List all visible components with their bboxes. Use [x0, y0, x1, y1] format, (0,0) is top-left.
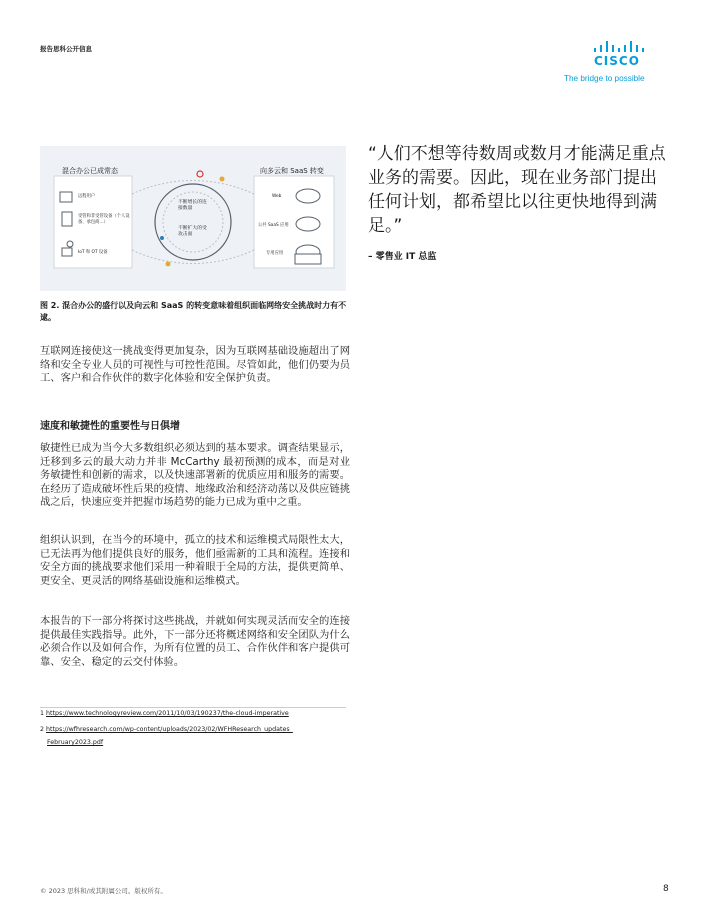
quote-attribution: – 零售业 IT 总监: [368, 252, 437, 262]
cisco-tagline: The bridge to possible: [564, 74, 645, 83]
body-paragraph-3: 组织认识到，在当今的环境中，孤立的技术和运维模式局限性太大，已无法再为他们提供良好的服务，他们亟需新的工具和流程。连接和安全方面的挑战要求他们采用一种着眼于全局的方法，提供更简单、更安全、更灵活的网络基础设施和运维模式。: [40, 534, 350, 587]
pull-quote: “人们不想等待数周或数月才能满足重点业务的需要。因此，现在业务部门提出任何计划，都希望比以往更快地得到满足。”: [368, 144, 666, 236]
footnote-link[interactable]: February2023.pdf: [47, 739, 104, 746]
body-paragraph-4: 本报告的下一部分将探讨这些挑战，并就如何实现灵活而安全的连接提供最佳实践指导。此外，下一部分还将概述网络和安全团队为什么必须合作以及如何合作，为所有位置的员工、合作伙伴和客户提供可靠、安全、稳定的云交付体验。: [40, 615, 350, 668]
figure-diagram: [40, 146, 346, 291]
figure-left-item: 受管和非受管设备（个人设备、承包商...）: [78, 214, 130, 225]
report-classification-label: 报告思科公开信息: [40, 45, 92, 53]
footnote-2: [40, 725, 293, 734]
body-paragraph-2: 敏捷性已成为当今大多数组织必须达到的基本要求。调查结果显示，迁移到多云的最大动力并非 McCarthy 最初预测的成本，而是对业务敏捷性和创新的需求，以及快速部署新的优质应用和服务的需要。在经历了造成破坏性后果的疫情、地缘政治和经济动荡以及供应链挑战之后，快速应变并把握市场趋势的能力已成为重中之重。: [40, 442, 350, 508]
cisco-bars-icon: [592, 40, 650, 54]
footnote-divider: [40, 707, 346, 708]
figure-right-item: 专用应用: [266, 251, 284, 256]
figure-left-item: IoT 和 OT 设备: [78, 250, 108, 255]
figure-right-item: Web: [272, 194, 282, 199]
figure-caption: 图 2. 混合办公的盛行以及向云和 SaaS 的转变意味着组织面临网络安全挑战时力有不逮。: [40, 301, 347, 322]
footnote-1: [40, 709, 289, 718]
body-paragraph-1: 互联网连接使这一挑战变得更加复杂，因为互联网基础设施超出了网络和安全专业人员的可视性与可控性范围。尽管如此，他们仍要为员工、客户和合作伙伴的数字化体验和安全保护负责。: [40, 345, 350, 384]
figure-center-top-label: 不断增长的连接数量: [178, 200, 207, 211]
cisco-logo[interactable]: [564, 40, 664, 86]
page-number: 8: [663, 884, 669, 894]
footnote-link[interactable]: https://www.technologyreview.com/2011/10/03/190237/the-cloud-imperative: [46, 710, 289, 717]
copyright-footer: © 2023 思科和/或其附属公司。版权所有。: [40, 887, 167, 895]
figure-center-bottom-label: 不断扩大的受攻击面: [178, 226, 207, 237]
figure-right-title: 向多云和 SaaS 转变: [260, 167, 324, 175]
figure-left-title: 混合办公已成常态: [62, 167, 118, 175]
footnote-link[interactable]: https://wfhresearch.com/wp-content/uploads/2023/02/WFHResearch_updates_: [46, 726, 293, 733]
section-heading: 速度和敏捷性的重要性与日俱增: [40, 421, 180, 432]
figure-left-item: 远程用户: [78, 194, 96, 199]
figure-right-item: 公共 SaaS 应用: [258, 223, 289, 228]
footnote-number: 1: [40, 710, 45, 717]
footnote-number: 2: [40, 726, 45, 733]
cisco-wordmark: CISCO: [594, 54, 640, 68]
footnote-2-continued: [47, 738, 103, 747]
